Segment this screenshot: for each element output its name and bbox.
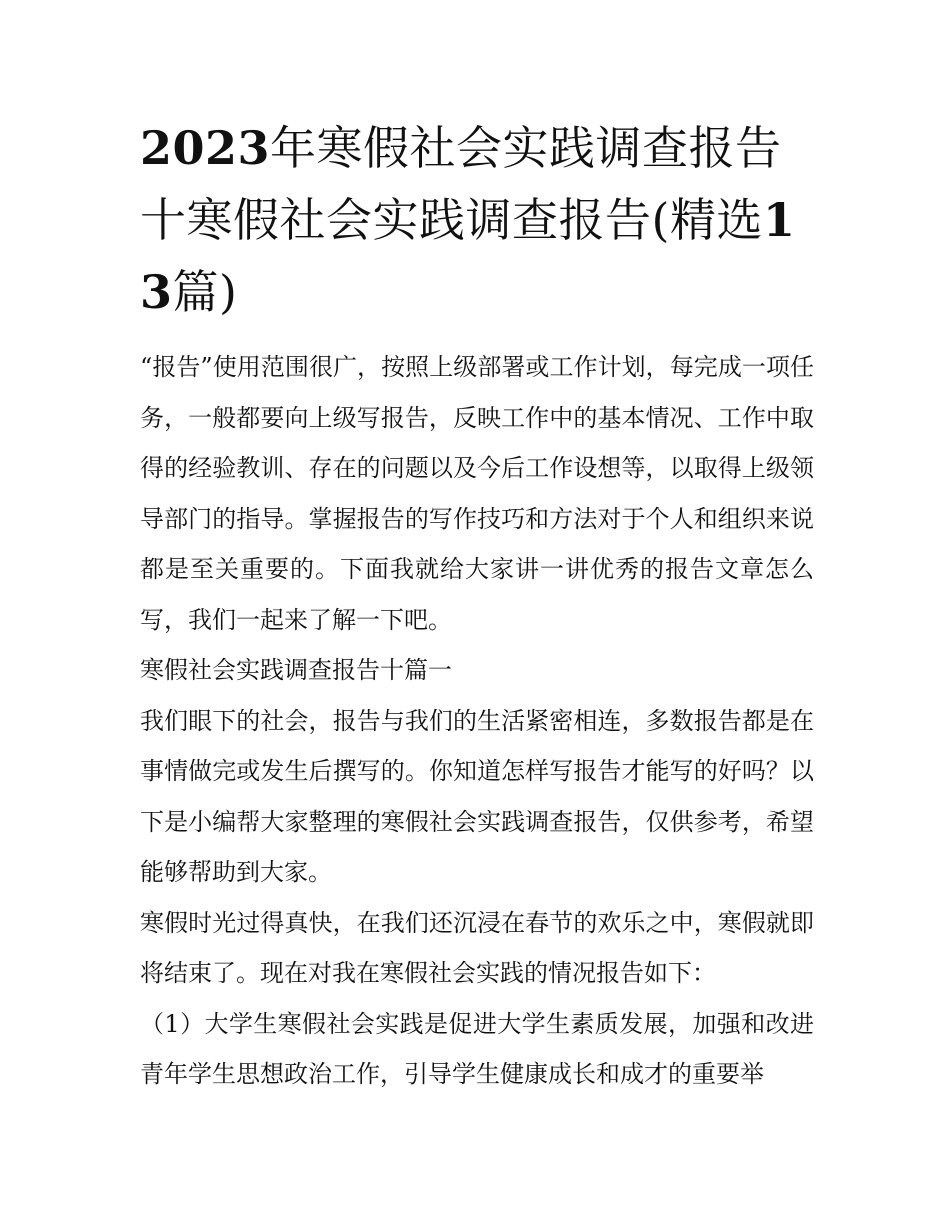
document-body [140, 112, 814, 1100]
body-paragraph: （1）大学生寒假社会实践是促进大学生素质发展，加强和改进青年学生思想政治工作，引导学生健康成长和成才的重要举 [140, 1009, 814, 1088]
document-paragraphs [140, 342, 814, 1100]
section-heading: 寒假社会实践调查报告十篇一 [140, 656, 452, 684]
body-paragraph: 寒假时光过得真快，在我们还沉浸在春节的欢乐之中，寒假就即将结束了。现在对我在寒假社会实践的情况报告如下： [140, 908, 814, 987]
title-suffix: 篇) [172, 265, 238, 319]
title-main-text: 年寒假社会实践调查报告十寒假社会实践调查报告(精选 [140, 121, 782, 247]
title-count: 13 [140, 193, 796, 319]
title-year: 2023 [140, 121, 271, 175]
intro-paragraph: “报告”使用范围很广，按照上级部署或工作计划，每完成一项任务，一般都要向上级写报告，反映工作中的基本情况、工作中取得的经验教训、存在的问题以及今后工作设想等，以取得上级领导部门的指导。掌握报告的写作技巧和方法对于个人和组织来说都是至关重要的。下面我就给大家讲一讲优秀的报告文章怎么写，我们一起来了解一下吧。 [140, 353, 814, 634]
document-title [140, 112, 814, 328]
body-paragraph: 我们眼下的社会，报告与我们的生活紧密相连，多数报告都是在事情做完或发生后撰写的。你知道怎样写报告才能写的好吗？以下是小编帮大家整理的寒假社会实践调查报告，仅供参考，希望能够帮助到大家。 [140, 706, 814, 886]
